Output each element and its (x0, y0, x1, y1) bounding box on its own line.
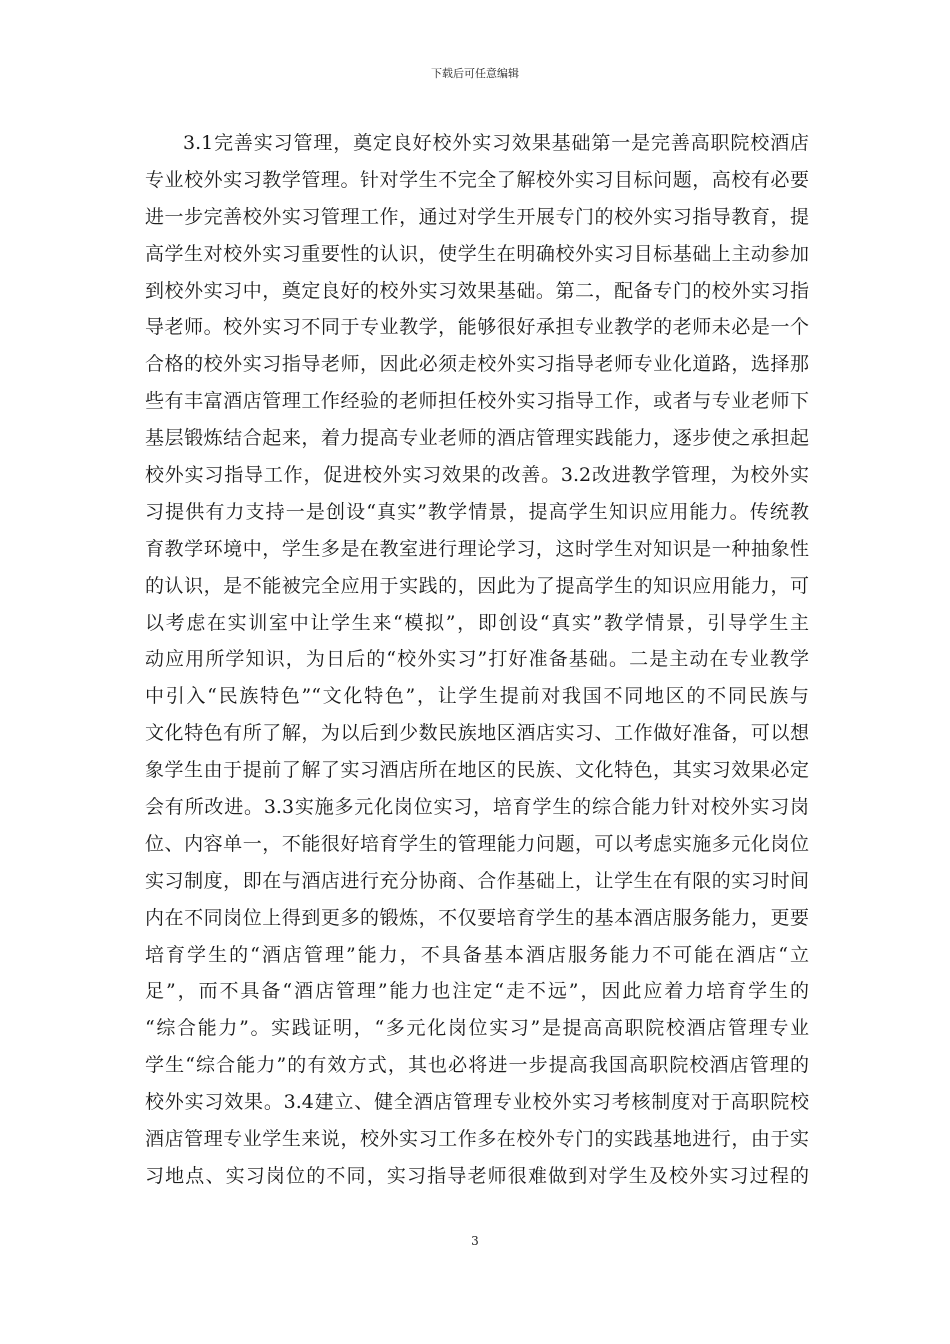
text-line: 内在不同岗位上得到更多的锻炼，不仅要培育学生的基本酒店服务能力，更要 (145, 906, 809, 929)
text-line: 的认识，是不能被完全应用于实践的，因此为了提高学生的知识应用能力，可 (145, 574, 809, 597)
text-line: 以考虑在实训室中让学生来“模拟”，即创设“真实”教学情景，引导学生主 (145, 611, 809, 634)
text-line: 会有所改进。3.3实施多元化岗位实习，培育学生的综合能力针对校外实习岗 (145, 796, 809, 819)
text-line: 足”，而不具备“酒店管理”能力也注定“走不远”，因此应着力培育学生的 (145, 980, 809, 1003)
page-header: 下载后可任意编辑 (431, 67, 519, 80)
page-number: 3 (471, 1234, 479, 1248)
text-line: 中引入“民族特色”“文化特色”，让学生提前对我国不同地区的不同民族与 (145, 685, 809, 708)
text-line: 酒店管理专业学生来说，校外实习工作多在校外专门的实践基地进行，由于实 (145, 1128, 809, 1151)
text-line: 校外实习效果。3.4建立、健全酒店管理专业校外实习考核制度对于高职院校 (145, 1091, 809, 1114)
text-line: 导老师。校外实习不同于专业教学，能够很好承担专业教学的老师未必是一个 (145, 316, 809, 339)
text-line: 动应用所学知识，为日后的“校外实习”打好准备基础。二是主动在专业教学 (145, 648, 809, 671)
text-line: 基层锻炼结合起来，着力提高专业老师的酒店管理实践能力，逐步使之承担起 (145, 427, 809, 450)
text-line: 培育学生的“酒店管理”能力，不具备基本酒店服务能力不可能在酒店“立 (145, 943, 809, 966)
text-line: 到校外实习中，奠定良好的校外实习效果基础。第二，配备专门的校外实习指 (145, 279, 809, 302)
text-line: 习地点、实习岗位的不同，实习指导老师很难做到对学生及校外实习过程的 (145, 1164, 809, 1187)
text-line: 学生“综合能力”的有效方式，其也必将进一步提高我国高职院校酒店管理的 (145, 1054, 809, 1077)
text-line: 育教学环境中，学生多是在教室进行理论学习，这时学生对知识是一种抽象性 (145, 537, 809, 560)
text-line: 实习制度，即在与酒店进行充分协商、合作基础上，让学生在有限的实习时间 (145, 869, 809, 892)
text-line: 位、内容单一，不能很好培育学生的管理能力问题，可以考虑实施多元化岗位 (145, 832, 809, 855)
text-line: 校外实习指导工作，促进校外实习效果的改善。3.2改进教学管理，为校外实 (145, 464, 809, 487)
text-line: 进一步完善校外实习管理工作，通过对学生开展专门的校外实习指导教育，提 (145, 205, 809, 228)
body-paragraph (145, 126, 809, 1196)
text-line: 高学生对校外实习重要性的认识，使学生在明确校外实习目标基础上主动参加 (145, 242, 809, 265)
text-line: 习提供有力支持一是创设“真实”教学情景，提高学生知识应用能力。传统教 (145, 500, 809, 523)
text-line: 3.1完善实习管理，奠定良好校外实习效果基础第一是完善高职院校酒店 (183, 132, 809, 154)
text-line: “综合能力”。实践证明，“多元化岗位实习”是提高高职院校酒店管理专业 (145, 1017, 809, 1040)
text-line: 专业校外实习教学管理。针对学生不完全了解校外实习目标问题，高校有必要 (145, 168, 809, 191)
text-line: 文化特色有所了解，为以后到少数民族地区酒店实习、工作做好准备，可以想 (145, 722, 809, 745)
text-line: 象学生由于提前了解了实习酒店所在地区的民族、文化特色，其实习效果必定 (145, 759, 809, 782)
text-line: 些有丰富酒店管理工作经验的老师担任校外实习指导工作，或者与专业老师下 (145, 390, 809, 413)
text-line: 合格的校外实习指导老师，因此必须走校外实习指导老师专业化道路，选择那 (145, 353, 809, 376)
